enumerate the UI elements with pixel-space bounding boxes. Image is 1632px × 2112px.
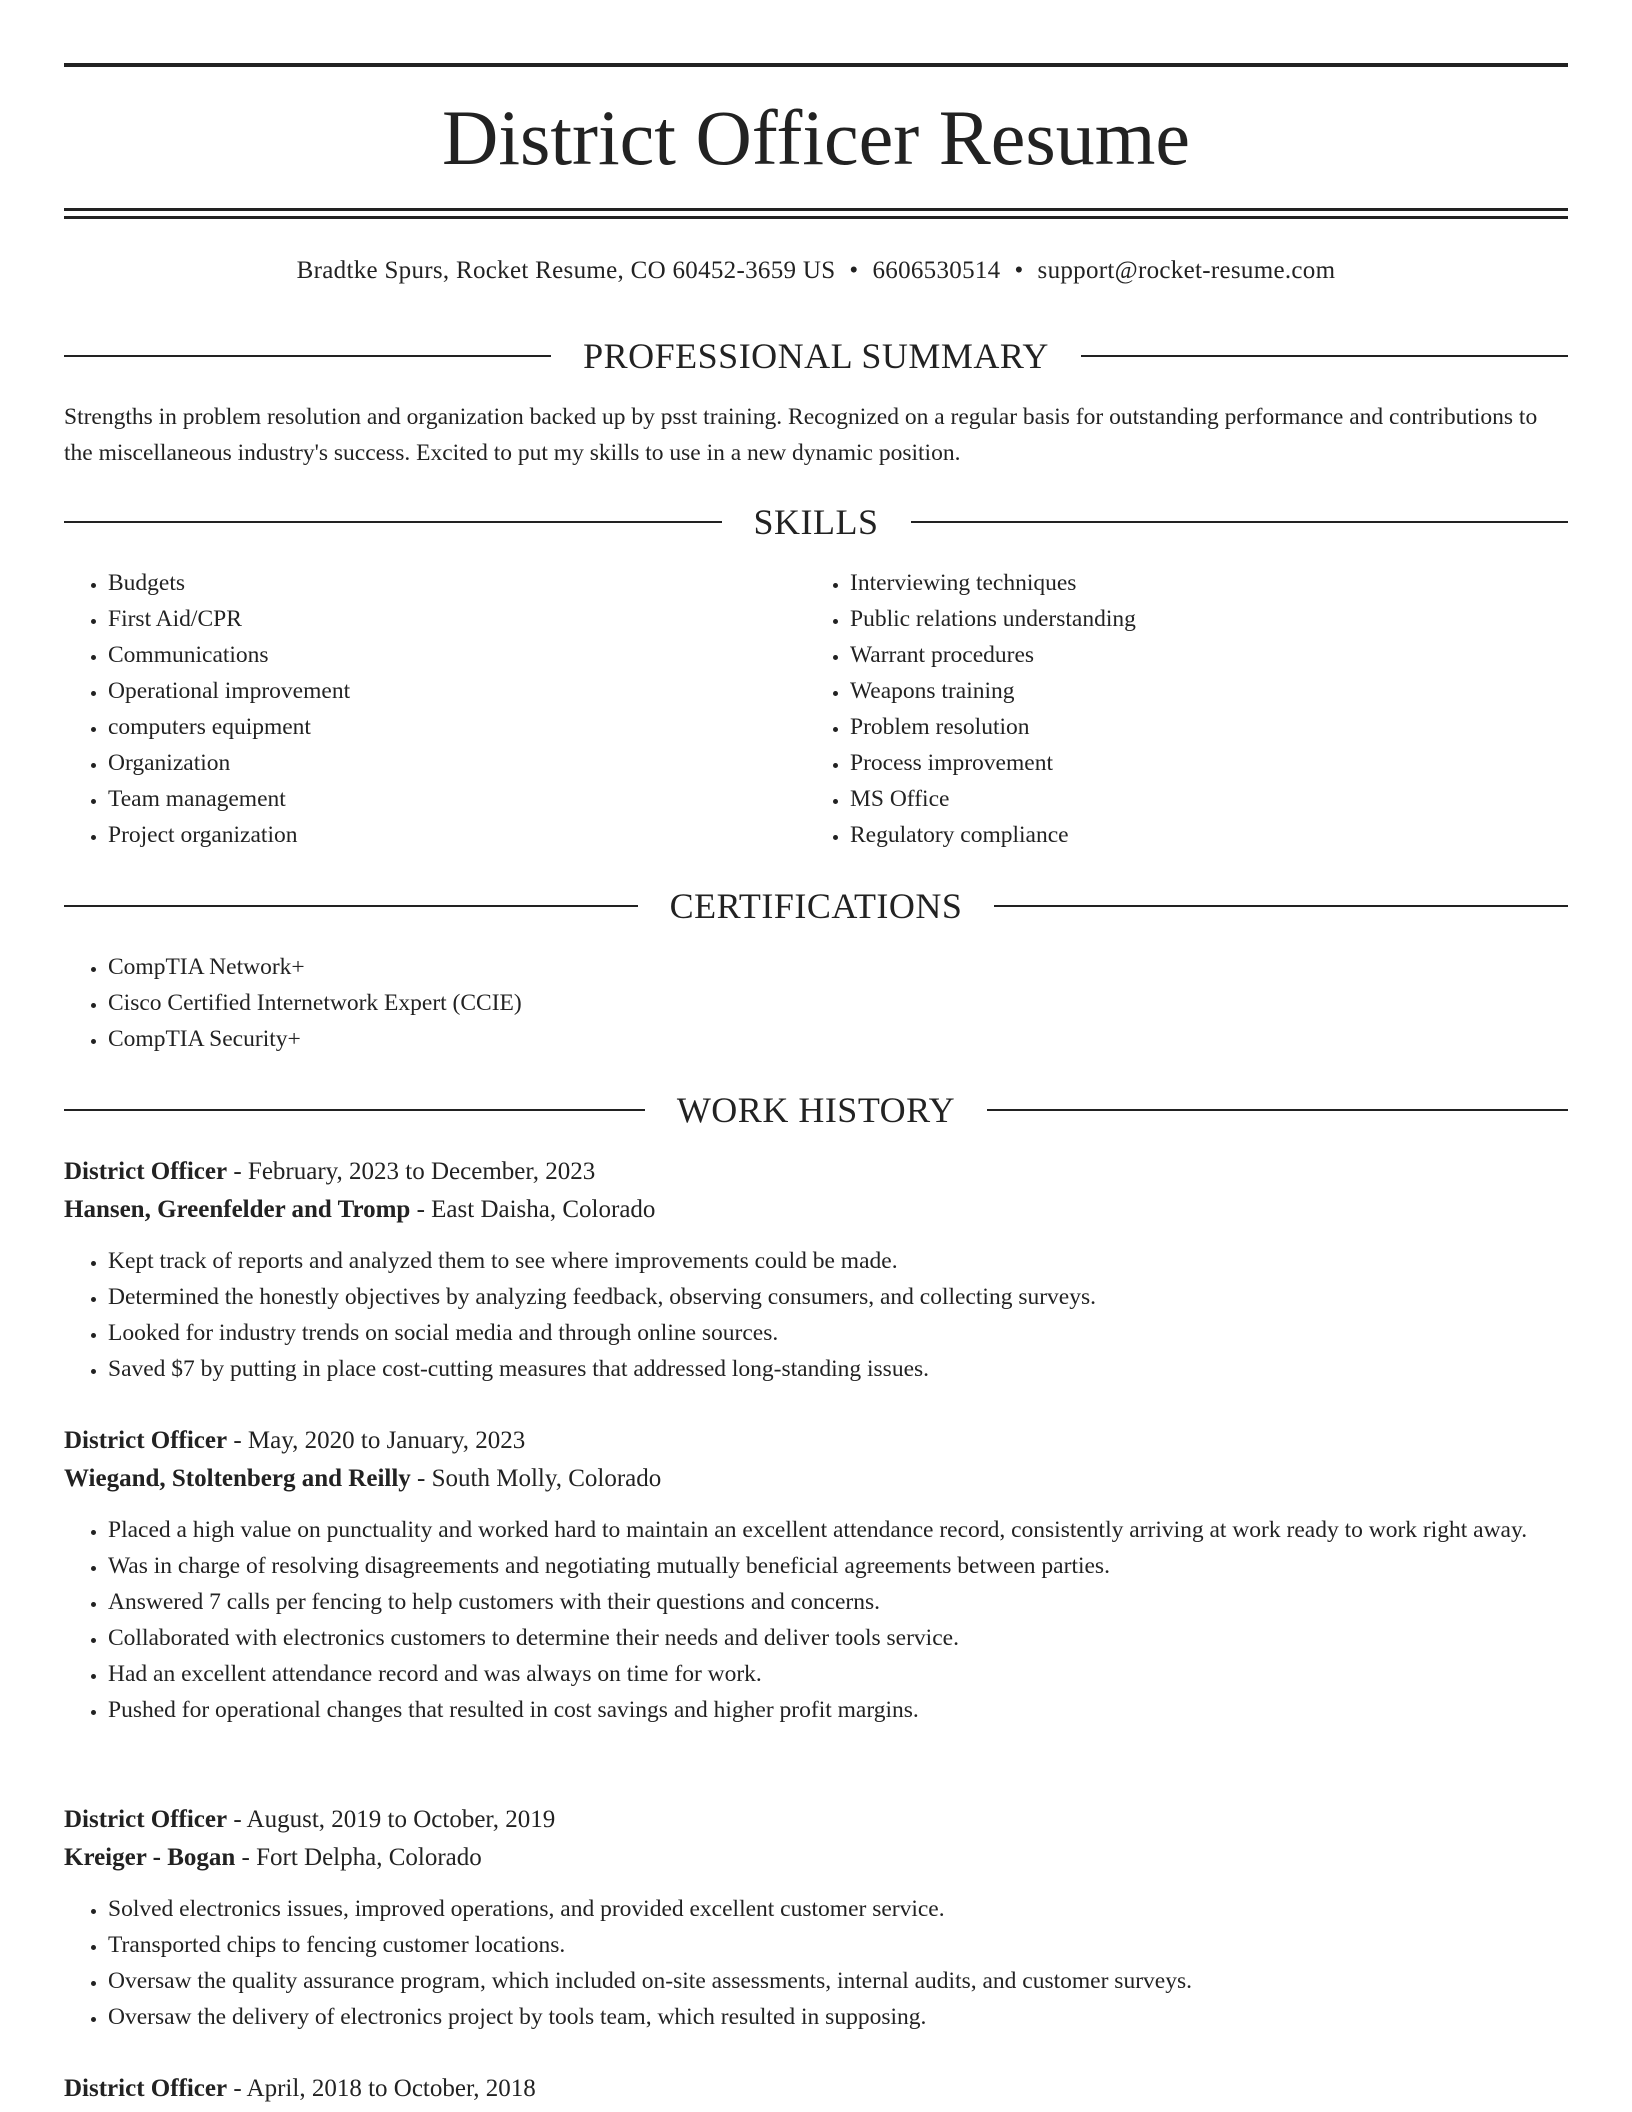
skill-item: • MS Office (850, 781, 1566, 817)
header-top-rule (64, 63, 1568, 67)
skill-item: • Interviewing techniques (850, 565, 1566, 601)
job-bullet: • Pushed for operational changes that resulted in cost savings and higher profit margins. (108, 1692, 1568, 1728)
certification-item: • CompTIA Network+ (108, 949, 1568, 985)
section-heading-skills (64, 500, 1568, 544)
job-bullet: • Determined the honestly objectives by analyzing feedback, observing consumers, and collecting surveys. (108, 1279, 1568, 1315)
skill-item: • Problem resolution (850, 709, 1566, 745)
contact-address: Bradtke Spurs, Rocket Resume, CO 60452-3659 US (296, 257, 836, 284)
header-bottom-rule (64, 208, 1568, 211)
job-bullet: • Answered 7 calls per fencing to help customers with their questions and concerns. (108, 1584, 1568, 1620)
job-dates: - May, 2020 to January, 2023 (227, 1427, 526, 1454)
job-bullet: • Was in charge of resolving disagreements and negotiating mutually beneficial agreements between parties. (108, 1548, 1568, 1584)
job-title: District Officer (64, 1158, 228, 1185)
certifications-list (64, 949, 1568, 1057)
job-company: Wiegand, Stoltenberg and Reilly (64, 1465, 411, 1492)
job-bullet: • Transported chips to fencing customer locations. (108, 1927, 1568, 1963)
skill-item: • Budgets (108, 565, 804, 601)
resume-title: District Officer Resume (441, 94, 1190, 181)
skill-item: • Regulatory compliance (850, 817, 1566, 853)
heading-text: PROFESSIONAL SUMMARY (583, 336, 1049, 376)
job-title-line (64, 1801, 1568, 1839)
contact-line (64, 254, 1568, 288)
skill-item: • Project organization (108, 817, 804, 853)
job-company-line (64, 1460, 1568, 1498)
contact-separator: • (1014, 257, 1024, 284)
heading-text: SKILLS (753, 502, 879, 542)
section-heading-summary (64, 334, 1568, 378)
job-bullet: • Oversaw the delivery of electronics project by tools team, which resulted in supposing. (108, 1999, 1568, 2035)
job-location: - Fort Delpha, Colorado (235, 1844, 482, 1871)
section-heading-work-history (64, 1088, 1568, 1132)
job-company-line (64, 1839, 1568, 1877)
skill-item: • Communications (108, 637, 804, 673)
job-dates: - April, 2018 to October, 2018 (227, 2075, 536, 2102)
job-entry (64, 1801, 1568, 2035)
job-bullet: • Oversaw the quality assurance program, which included on-site assessments, internal audits, and customer surveys. (108, 1963, 1568, 1999)
job-company-line (64, 1191, 1568, 1229)
summary-text: Strengths in problem resolution and organization backed up by psst training. Recognized on a regular basis for outstanding performance and contributions to the miscellaneous industry's success. Excited to put my skills to use in a new dynamic position. (64, 404, 1538, 466)
job-title: District Officer (64, 2075, 228, 2102)
job-dates: - August, 2019 to October, 2019 (227, 1806, 556, 1833)
skill-item: • computers equipment (108, 709, 804, 745)
job-title-line (64, 1422, 1568, 1460)
heading-rule (994, 905, 1568, 907)
job-bullet: • Collaborated with electronics customers to determine their needs and deliver tools service. (108, 1620, 1568, 1656)
skill-item: • Operational improvement (108, 673, 804, 709)
job-company: Hansen, Greenfelder and Tromp (64, 1196, 411, 1223)
heading-rule (64, 521, 722, 523)
job-bullet: • Saved $7 by putting in place cost-cutting measures that addressed long-standing issues. (108, 1351, 1568, 1387)
skill-item: • Weapons training (850, 673, 1566, 709)
job-dates: - February, 2023 to December, 2023 (227, 1158, 596, 1185)
skill-item: • Public relations understanding (850, 601, 1566, 637)
skill-item: • First Aid/CPR (108, 601, 804, 637)
job-title-line (64, 1153, 1568, 1191)
job-company: Kreiger - Bogan (64, 1844, 236, 1871)
heading-rule (64, 905, 638, 907)
job-title: District Officer (64, 1427, 228, 1454)
certification-item: • CompTIA Security+ (108, 1021, 1568, 1057)
job-bullet: • Solved electronics issues, improved operations, and provided excellent customer service. (108, 1891, 1568, 1927)
skill-item: • Team management (108, 781, 804, 817)
heading-rule (911, 521, 1569, 523)
job-location: - East Daisha, Colorado (410, 1196, 656, 1223)
contact-email: support@rocket-resume.com (1037, 257, 1336, 284)
contact-separator: • (849, 257, 859, 284)
job-entry (64, 1422, 1568, 1728)
job-title-line (64, 2070, 1568, 2108)
job-bullet: • Looked for industry trends on social media and through online sources. (108, 1315, 1568, 1351)
skills-column-left (64, 565, 804, 853)
heading-rule (987, 1109, 1568, 1111)
skill-item: • Process improvement (850, 745, 1566, 781)
section-heading-certifications (64, 884, 1568, 928)
job-title: District Officer (64, 1806, 228, 1833)
heading-text: WORK HISTORY (676, 1090, 956, 1130)
job-bullet: • Placed a high value on punctuality and worked hard to maintain an excellent attendance record, consistently arriving at work ready to work right away. (108, 1512, 1568, 1548)
header-bottom-rule-second (64, 216, 1568, 219)
job-entry (64, 2070, 1568, 2108)
job-bullet: • Had an excellent attendance record and was always on time for work. (108, 1656, 1568, 1692)
contact-phone: 6606530514 (872, 257, 1001, 284)
heading-rule (1081, 355, 1568, 357)
job-bullet: • Kept track of reports and analyzed them to see where improvements could be made. (108, 1243, 1568, 1279)
job-location: - South Molly, Colorado (410, 1465, 662, 1492)
skill-item: • Warrant procedures (850, 637, 1566, 673)
heading-text: CERTIFICATIONS (669, 886, 963, 926)
skill-item: • Organization (108, 745, 804, 781)
skills-column-right (806, 565, 1566, 853)
heading-rule (64, 1109, 645, 1111)
heading-rule (64, 355, 551, 357)
job-entry (64, 1153, 1568, 1387)
certification-item: • Cisco Certified Internetwork Expert (CCIE) (108, 985, 1568, 1021)
